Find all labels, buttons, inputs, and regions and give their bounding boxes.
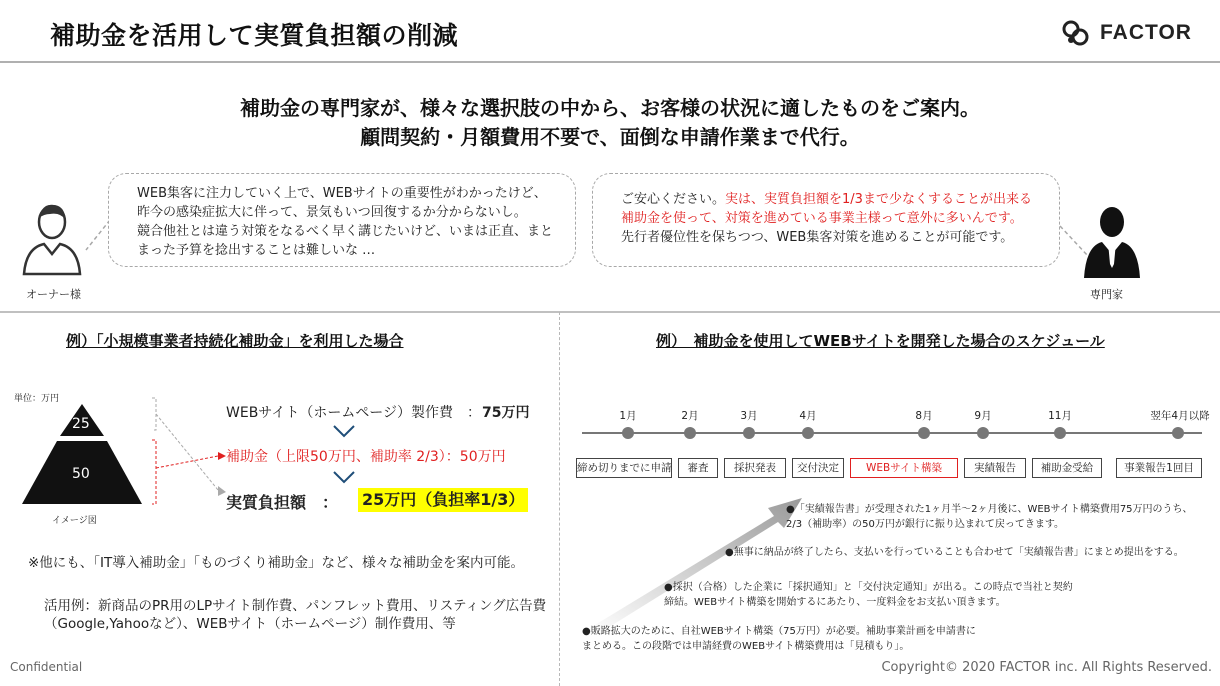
schedule-note-3 <box>725 545 1184 560</box>
owner-bubble-line: 昨今の感染症拡大に伴って、景気もいつ回復するか分からないし。 <box>137 205 527 220</box>
expert-label: 専門家 <box>1090 288 1123 301</box>
right-section-title: 例） 補助金を使用してWEBサイトを開発した場合のスケジュール <box>656 332 1105 350</box>
step-box: 審査 <box>678 458 718 478</box>
timeline-dot <box>622 427 634 439</box>
headline-line1: 補助金の専門家が、様々な選択肢の中から、お客様の状況に適したものをご案内。 <box>240 96 980 120</box>
owner-speech-bubble <box>108 173 576 267</box>
step-box-highlight: WEBサイト構築 <box>850 458 958 478</box>
expert-speech-bubble <box>592 173 1060 267</box>
schedule-note-line: 2/3（補助率）の50万円が銀行に振り込まれて戻ってきます。 <box>786 519 1065 530</box>
owner-label: オーナー様 <box>26 288 81 301</box>
image-caption: イメージ図 <box>52 516 97 526</box>
vertical-divider <box>559 312 560 686</box>
expert-bubble-text: 先行者優位性を保ちつつ、WEB集客対策を進めることが可能です。 <box>621 230 1014 245</box>
expert-bubble-emphasis: 実は、実質負担額を1/3まで少なくすることが出来る <box>725 192 1032 207</box>
schedule-note-line: ●「実績報告書」が受理された1ヶ月半～2ヶ月後に、WEBサイト構築費用75万円のうち、 <box>786 504 1193 515</box>
actual-burden-label: 実質負担額 ： <box>226 493 339 512</box>
website-cost-value: 75万円 <box>482 405 530 421</box>
chevron-down-icon <box>332 470 356 484</box>
bracket-connectors <box>148 396 228 510</box>
timeline-month: 4月 <box>799 410 817 422</box>
schedule-note-line: ●無事に納品が終了したら、支払いを行っていることも合わせて「実績報告書」にまとめ提出をする。 <box>725 547 1184 558</box>
timeline-dot <box>684 427 696 439</box>
subsidy-label: 補助金（上限50万円、補助率 2/3）：50万円 <box>226 449 506 465</box>
logo-text: FACTOR <box>1100 21 1192 44</box>
page-title: 補助金を活用して実質負担額の削減 <box>50 21 459 50</box>
pyramid-top-value: 25 <box>72 416 90 432</box>
expert-bubble-text: ご安心ください。 <box>621 192 726 207</box>
timeline-dot <box>1172 427 1184 439</box>
actual-burden-value: 25万円（負担率1/3） <box>358 488 528 512</box>
timeline-month: 1月 <box>619 410 637 422</box>
owner-bubble-line: まった予算を捻出することは難しいな … <box>137 243 376 258</box>
expert-bubble-emphasis: 補助金を使って、対策を進めている事業主様って意外に多いんです。 <box>621 211 1023 226</box>
timeline-month: 8月 <box>915 410 933 422</box>
timeline-dot <box>918 427 930 439</box>
headline-line2: 顧問契約・月額費用不要で、面倒な申請作業まで代行。 <box>360 125 860 149</box>
timeline-month: 3月 <box>740 410 758 422</box>
schedule-note-line: まとめる。この段階では申請経費のWEBサイト構築費用は「見積もり」。 <box>582 641 910 652</box>
header-divider <box>0 61 1220 63</box>
timeline-month: 翌年4月以降 <box>1150 410 1210 422</box>
step-box: 実績報告 <box>964 458 1026 478</box>
step-box: 採択発表 <box>724 458 786 478</box>
schedule-note-2 <box>664 580 1073 610</box>
example-line1: 活用例：新商品のPR用のLPサイト制作費、パンフレット費用、リスティング広告費 <box>44 598 547 614</box>
pyramid-bottom-value: 50 <box>72 466 90 482</box>
footer-copyright: Copyright© 2020 FACTOR inc. All Rights Reserved. <box>881 660 1212 675</box>
owner-person-icon <box>20 196 84 276</box>
step-box: 締め切りまでに申請 <box>576 458 672 478</box>
schedule-note-line: ●販路拡大のために、自社WEBサイト構築（75万円）が必要。補助事業計画を申請書に <box>582 626 976 637</box>
timeline-month: 11月 <box>1048 410 1072 422</box>
schedule-note-line: ●採択（合格）した企業に「採択通知」と「交付決定通知」が出る。この時点で当社と契約 <box>664 582 1073 593</box>
chevron-down-icon <box>332 424 356 438</box>
timeline-dot <box>743 427 755 439</box>
step-box: 補助金受給 <box>1032 458 1102 478</box>
step-box: 交付決定 <box>792 458 844 478</box>
timeline-month: 2月 <box>681 410 699 422</box>
timeline-line <box>582 432 1202 434</box>
section-divider <box>0 311 1220 313</box>
factor-logo-icon <box>1060 18 1094 48</box>
left-section-title: 例）「小規模事業者持続化補助金」を利用した場合 <box>66 332 404 350</box>
timeline-dot <box>1054 427 1066 439</box>
schedule-note-1 <box>582 624 976 654</box>
website-cost-label: WEBサイト（ホームページ）製作費 ： <box>226 405 482 421</box>
footer-confidential: Confidential <box>10 660 83 674</box>
schedule-note-4 <box>786 502 1193 532</box>
progress-arrow <box>588 488 808 638</box>
step-box: 事業報告1回目 <box>1116 458 1202 478</box>
schedule-note-line: 締結。WEBサイト構築を開始するにあたり、一度料金をお支払い頂きます。 <box>664 597 1006 608</box>
unit-label: 単位：万円 <box>14 394 60 404</box>
factor-logo <box>1060 18 1192 48</box>
other-subsidies-note: ※他にも、「IT導入補助金」「ものづくり補助金」など、様々な補助金を案内可能。 <box>28 555 525 571</box>
owner-bubble-line: 競合他社とは違う対策をなるべく早く講じたいけど、いまは正直、まと <box>137 224 554 239</box>
timeline-dot <box>977 427 989 439</box>
timeline-month: 9月 <box>974 410 992 422</box>
timeline-dot <box>802 427 814 439</box>
example-line2: （Google,Yahooなど）、WEBサイト（ホームページ）制作費用、等 <box>44 616 456 632</box>
expert-person-icon <box>1080 202 1144 280</box>
owner-bubble-line: WEB集客に注力していく上で、WEBサイトの重要性がわかったけど、 <box>137 186 547 201</box>
